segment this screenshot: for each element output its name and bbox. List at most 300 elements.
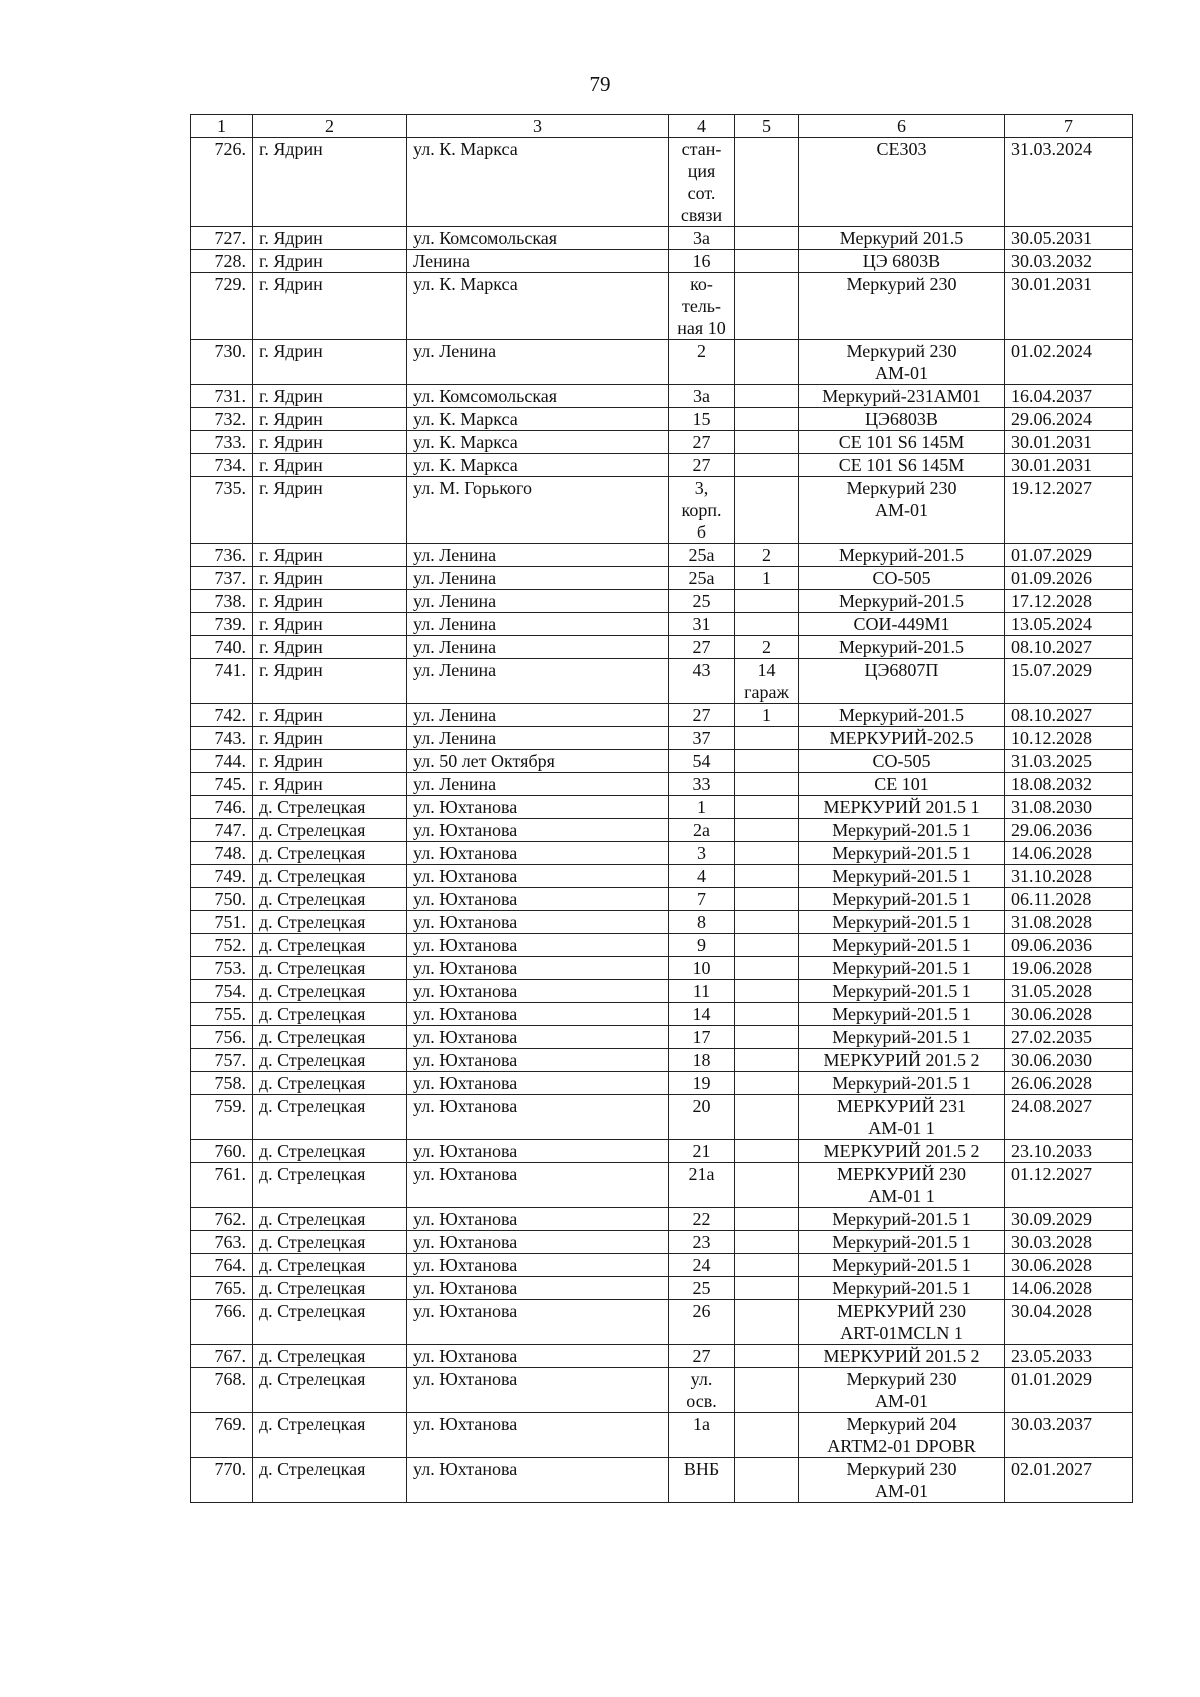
street: ул. Комсомольская [407, 385, 669, 408]
settlement: д. Стрелецкая [253, 1231, 407, 1254]
table-row [191, 431, 1133, 454]
settlement: д. Стрелецкая [253, 1208, 407, 1231]
row-number: 760. [191, 1140, 253, 1163]
row-number: 763. [191, 1231, 253, 1254]
apartment [735, 227, 799, 250]
header-row [191, 115, 1133, 138]
settlement: д. Стрелецкая [253, 1254, 407, 1277]
verification-date: 23.10.2033 [1005, 1140, 1133, 1163]
house-number: 21а [669, 1163, 735, 1208]
table-row [191, 408, 1133, 431]
settlement: г. Ядрин [253, 750, 407, 773]
table-row [191, 1254, 1133, 1277]
meter-model: МЕРКУРИЙ 201.5 2 [799, 1345, 1005, 1368]
table-row [191, 1368, 1133, 1413]
house-number: 23 [669, 1231, 735, 1254]
verification-date: 15.07.2029 [1005, 659, 1133, 704]
row-number: 770. [191, 1458, 253, 1503]
meter-model: Меркурий-201.5 1 [799, 1208, 1005, 1231]
meter-model: Меркурий-201.5 1 [799, 888, 1005, 911]
apartment: 14 гараж [735, 659, 799, 704]
verification-date: 01.02.2024 [1005, 340, 1133, 385]
table-row [191, 957, 1133, 980]
street: ул. Юхтанова [407, 934, 669, 957]
verification-date: 31.05.2028 [1005, 980, 1133, 1003]
street: ул. Ленина [407, 613, 669, 636]
verification-date: 16.04.2037 [1005, 385, 1133, 408]
meter-model: СО-505 [799, 567, 1005, 590]
settlement: г. Ядрин [253, 250, 407, 273]
verification-date: 01.12.2027 [1005, 1163, 1133, 1208]
meter-model: МЕРКУРИЙ 230 АМ-01 1 [799, 1163, 1005, 1208]
house-number: 54 [669, 750, 735, 773]
apartment [735, 454, 799, 477]
verification-date: 30.01.2031 [1005, 273, 1133, 340]
table-row [191, 1413, 1133, 1458]
verification-date: 01.07.2029 [1005, 544, 1133, 567]
settlement: г. Ядрин [253, 340, 407, 385]
table-row [191, 934, 1133, 957]
row-number: 759. [191, 1095, 253, 1140]
street: ул. Юхтанова [407, 842, 669, 865]
meter-model: МЕРКУРИЙ 231 АМ-01 1 [799, 1095, 1005, 1140]
apartment [735, 842, 799, 865]
settlement: г. Ядрин [253, 590, 407, 613]
apartment [735, 1368, 799, 1413]
settlement: г. Ядрин [253, 704, 407, 727]
apartment [735, 1095, 799, 1140]
table-row [191, 250, 1133, 273]
settlement: г. Ядрин [253, 636, 407, 659]
meter-model: Меркурий-201.5 1 [799, 1277, 1005, 1300]
table-row [191, 477, 1133, 544]
house-number: 37 [669, 727, 735, 750]
verification-date: 30.06.2028 [1005, 1254, 1133, 1277]
row-number: 747. [191, 819, 253, 842]
street: Ленина [407, 250, 669, 273]
meter-registry-table [190, 114, 1133, 1503]
table-row [191, 980, 1133, 1003]
table-row [191, 273, 1133, 340]
table-row [191, 385, 1133, 408]
apartment [735, 340, 799, 385]
row-number: 758. [191, 1072, 253, 1095]
table-row [191, 1140, 1133, 1163]
street: ул. Ленина [407, 727, 669, 750]
settlement: г. Ядрин [253, 431, 407, 454]
settlement: д. Стрелецкая [253, 1003, 407, 1026]
house-number: 18 [669, 1049, 735, 1072]
street: ул. Юхтанова [407, 1277, 669, 1300]
row-number: 731. [191, 385, 253, 408]
meter-model: Меркурий-201.5 [799, 636, 1005, 659]
house-number: 22 [669, 1208, 735, 1231]
row-number: 735. [191, 477, 253, 544]
apartment [735, 1413, 799, 1458]
verification-date: 14.06.2028 [1005, 842, 1133, 865]
row-number: 751. [191, 911, 253, 934]
column-header: 2 [253, 115, 407, 138]
row-number: 730. [191, 340, 253, 385]
street: ул. Ленина [407, 659, 669, 704]
apartment [735, 1026, 799, 1049]
verification-date: 19.06.2028 [1005, 957, 1133, 980]
house-number: 1а [669, 1413, 735, 1458]
house-number: 2 [669, 340, 735, 385]
house-number: 7 [669, 888, 735, 911]
apartment [735, 431, 799, 454]
meter-model: Меркурий 230 АМ-01 [799, 340, 1005, 385]
column-header: 7 [1005, 115, 1133, 138]
table-row [191, 227, 1133, 250]
house-number: 3, корп. б [669, 477, 735, 544]
settlement: д. Стрелецкая [253, 819, 407, 842]
meter-model: СЕ303 [799, 138, 1005, 227]
house-number: 3 [669, 842, 735, 865]
apartment [735, 1049, 799, 1072]
house-number: 9 [669, 934, 735, 957]
house-number: 31 [669, 613, 735, 636]
apartment [735, 1458, 799, 1503]
verification-date: 29.06.2024 [1005, 408, 1133, 431]
settlement: д. Стрелецкая [253, 1458, 407, 1503]
street: ул. Юхтанова [407, 1231, 669, 1254]
apartment [735, 1254, 799, 1277]
meter-model: Меркурий-201.5 [799, 704, 1005, 727]
house-number: стан- ция сот. связи [669, 138, 735, 227]
house-number: 17 [669, 1026, 735, 1049]
verification-date: 06.11.2028 [1005, 888, 1133, 911]
street: ул. Юхтанова [407, 1345, 669, 1368]
settlement: д. Стрелецкая [253, 1072, 407, 1095]
verification-date: 31.08.2028 [1005, 911, 1133, 934]
street: ул. К. Маркса [407, 431, 669, 454]
meter-model: Меркурий 230 [799, 273, 1005, 340]
verification-date: 30.09.2029 [1005, 1208, 1133, 1231]
verification-date: 17.12.2028 [1005, 590, 1133, 613]
row-number: 740. [191, 636, 253, 659]
meter-model: Меркурий 204 ARTM2-01 DPOBR [799, 1413, 1005, 1458]
verification-date: 30.06.2028 [1005, 1003, 1133, 1026]
table-row [191, 1300, 1133, 1345]
house-number: 27 [669, 454, 735, 477]
apartment [735, 1072, 799, 1095]
settlement: д. Стрелецкая [253, 1368, 407, 1413]
house-number: 27 [669, 431, 735, 454]
table-row [191, 1049, 1133, 1072]
settlement: г. Ядрин [253, 477, 407, 544]
row-number: 743. [191, 727, 253, 750]
street: ул. Ленина [407, 704, 669, 727]
apartment [735, 1277, 799, 1300]
table-row [191, 1208, 1133, 1231]
meter-model: СЕ 101 S6 145М [799, 431, 1005, 454]
column-header: 5 [735, 115, 799, 138]
table-row [191, 1458, 1133, 1503]
street: ул. Юхтанова [407, 1140, 669, 1163]
table-row [191, 138, 1133, 227]
apartment [735, 888, 799, 911]
meter-model: Меркурий-201.5 1 [799, 1231, 1005, 1254]
apartment: 1 [735, 567, 799, 590]
settlement: д. Стрелецкая [253, 1095, 407, 1140]
page-number: 79 [589, 72, 611, 96]
apartment [735, 727, 799, 750]
table-row [191, 796, 1133, 819]
table-row [191, 636, 1133, 659]
row-number: 761. [191, 1163, 253, 1208]
verification-date: 31.03.2024 [1005, 138, 1133, 227]
street: ул. Ленина [407, 544, 669, 567]
house-number: 24 [669, 1254, 735, 1277]
house-number: 15 [669, 408, 735, 431]
house-number: 27 [669, 1345, 735, 1368]
apartment [735, 138, 799, 227]
table-row [191, 544, 1133, 567]
row-number: 734. [191, 454, 253, 477]
house-number: 20 [669, 1095, 735, 1140]
row-number: 765. [191, 1277, 253, 1300]
row-number: 762. [191, 1208, 253, 1231]
settlement: д. Стрелецкая [253, 911, 407, 934]
meter-model: Меркурий-201.5 1 [799, 980, 1005, 1003]
settlement: д. Стрелецкая [253, 842, 407, 865]
street: ул. Юхтанова [407, 796, 669, 819]
settlement: д. Стрелецкая [253, 1345, 407, 1368]
house-number: 10 [669, 957, 735, 980]
house-number: 25 [669, 1277, 735, 1300]
row-number: 736. [191, 544, 253, 567]
meter-model: Меркурий-201.5 1 [799, 819, 1005, 842]
settlement: д. Стрелецкая [253, 1277, 407, 1300]
house-number: 25а [669, 544, 735, 567]
meter-model: Меркурий-201.5 1 [799, 1254, 1005, 1277]
meter-model: Меркурий-201.5 1 [799, 1003, 1005, 1026]
apartment [735, 1163, 799, 1208]
street: ул. К. Маркса [407, 454, 669, 477]
street: ул. Юхтанова [407, 1072, 669, 1095]
street: ул. Юхтанова [407, 1300, 669, 1345]
house-number: 27 [669, 704, 735, 727]
settlement: д. Стрелецкая [253, 796, 407, 819]
row-number: 729. [191, 273, 253, 340]
verification-date: 08.10.2027 [1005, 636, 1133, 659]
apartment [735, 934, 799, 957]
house-number: 25а [669, 567, 735, 590]
settlement: д. Стрелецкая [253, 888, 407, 911]
table-row [191, 1277, 1133, 1300]
settlement: г. Ядрин [253, 273, 407, 340]
verification-date: 30.01.2031 [1005, 454, 1133, 477]
row-number: 738. [191, 590, 253, 613]
meter-model: МЕРКУРИЙ 201.5 1 [799, 796, 1005, 819]
house-number: 25 [669, 590, 735, 613]
apartment [735, 1300, 799, 1345]
row-number: 737. [191, 567, 253, 590]
house-number: 14 [669, 1003, 735, 1026]
row-number: 744. [191, 750, 253, 773]
column-header: 3 [407, 115, 669, 138]
table-row [191, 1231, 1133, 1254]
street: ул. Юхтанова [407, 1049, 669, 1072]
row-number: 755. [191, 1003, 253, 1026]
table-row [191, 659, 1133, 704]
settlement: г. Ядрин [253, 727, 407, 750]
table-row [191, 704, 1133, 727]
street: ул. Юхтанова [407, 1413, 669, 1458]
verification-date: 18.08.2032 [1005, 773, 1133, 796]
verification-date: 31.10.2028 [1005, 865, 1133, 888]
table-row [191, 454, 1133, 477]
street: ул. Юхтанова [407, 865, 669, 888]
apartment [735, 1345, 799, 1368]
street: ул. Юхтанова [407, 1458, 669, 1503]
table-body [191, 138, 1133, 1503]
apartment [735, 590, 799, 613]
meter-model: СОИ-449М1 [799, 613, 1005, 636]
settlement: д. Стрелецкая [253, 1049, 407, 1072]
street: ул. Юхтанова [407, 1003, 669, 1026]
table-row [191, 1072, 1133, 1095]
settlement: д. Стрелецкая [253, 865, 407, 888]
verification-date: 23.05.2033 [1005, 1345, 1133, 1368]
verification-date: 30.03.2037 [1005, 1413, 1133, 1458]
row-number: 728. [191, 250, 253, 273]
house-number: 26 [669, 1300, 735, 1345]
verification-date: 31.08.2030 [1005, 796, 1133, 819]
apartment [735, 957, 799, 980]
row-number: 769. [191, 1413, 253, 1458]
table-row [191, 590, 1133, 613]
table-row [191, 1003, 1133, 1026]
apartment [735, 477, 799, 544]
meter-model: Меркурий-201.5 1 [799, 842, 1005, 865]
table-row [191, 1345, 1133, 1368]
street: ул. Юхтанова [407, 1254, 669, 1277]
meter-model: ЦЭ 6803В [799, 250, 1005, 273]
table-row [191, 773, 1133, 796]
apartment [735, 250, 799, 273]
house-number: 19 [669, 1072, 735, 1095]
column-header: 6 [799, 115, 1005, 138]
street: ул. Ленина [407, 773, 669, 796]
verification-date: 29.06.2036 [1005, 819, 1133, 842]
verification-date: 30.04.2028 [1005, 1300, 1133, 1345]
house-number: 8 [669, 911, 735, 934]
row-number: 732. [191, 408, 253, 431]
street: ул. Юхтанова [407, 911, 669, 934]
table-row [191, 1026, 1133, 1049]
meter-model: Меркурий-201.5 [799, 544, 1005, 567]
verification-date: 01.09.2026 [1005, 567, 1133, 590]
street: ул. Юхтанова [407, 957, 669, 980]
settlement: г. Ядрин [253, 544, 407, 567]
settlement: д. Стрелецкая [253, 957, 407, 980]
meter-model: Меркурий-201.5 1 [799, 911, 1005, 934]
street: ул. Юхтанова [407, 980, 669, 1003]
table-row [191, 613, 1133, 636]
row-number: 753. [191, 957, 253, 980]
house-number: 3а [669, 385, 735, 408]
apartment [735, 1231, 799, 1254]
row-number: 756. [191, 1026, 253, 1049]
row-number: 764. [191, 1254, 253, 1277]
apartment: 2 [735, 544, 799, 567]
apartment [735, 750, 799, 773]
table-row [191, 1163, 1133, 1208]
apartment [735, 819, 799, 842]
meter-model: ЦЭ6807П [799, 659, 1005, 704]
table-row [191, 340, 1133, 385]
verification-date: 30.05.2031 [1005, 227, 1133, 250]
house-number: 1 [669, 796, 735, 819]
apartment [735, 911, 799, 934]
table-row [191, 750, 1133, 773]
row-number: 741. [191, 659, 253, 704]
apartment [735, 273, 799, 340]
house-number: 43 [669, 659, 735, 704]
settlement: г. Ядрин [253, 659, 407, 704]
house-number: 16 [669, 250, 735, 273]
house-number: 11 [669, 980, 735, 1003]
street: ул. К. Маркса [407, 273, 669, 340]
settlement: г. Ядрин [253, 613, 407, 636]
street: ул. Ленина [407, 590, 669, 613]
meter-model: МЕРКУРИЙ 201.5 2 [799, 1140, 1005, 1163]
house-number: 2а [669, 819, 735, 842]
table-row [191, 911, 1133, 934]
row-number: 726. [191, 138, 253, 227]
row-number: 746. [191, 796, 253, 819]
row-number: 752. [191, 934, 253, 957]
settlement: г. Ядрин [253, 385, 407, 408]
table-row [191, 567, 1133, 590]
house-number: 21 [669, 1140, 735, 1163]
verification-date: 27.02.2035 [1005, 1026, 1133, 1049]
meter-model: МЕРКУРИЙ 201.5 2 [799, 1049, 1005, 1072]
settlement: г. Ядрин [253, 408, 407, 431]
street: ул. К. Маркса [407, 138, 669, 227]
verification-date: 24.08.2027 [1005, 1095, 1133, 1140]
house-number: 4 [669, 865, 735, 888]
meter-model: СО-505 [799, 750, 1005, 773]
settlement: д. Стрелецкая [253, 1163, 407, 1208]
street: ул. Юхтанова [407, 888, 669, 911]
table-row [191, 819, 1133, 842]
row-number: 749. [191, 865, 253, 888]
apartment: 2 [735, 636, 799, 659]
house-number: 27 [669, 636, 735, 659]
street: ул. Ленина [407, 340, 669, 385]
verification-date: 19.12.2027 [1005, 477, 1133, 544]
settlement: г. Ядрин [253, 454, 407, 477]
street: ул. Комсомольская [407, 227, 669, 250]
verification-date: 13.05.2024 [1005, 613, 1133, 636]
verification-date: 02.01.2027 [1005, 1458, 1133, 1503]
apartment: 1 [735, 704, 799, 727]
row-number: 754. [191, 980, 253, 1003]
street: ул. Юхтанова [407, 1095, 669, 1140]
meter-model: Меркурий 230 АМ-01 [799, 1458, 1005, 1503]
street: ул. Ленина [407, 636, 669, 659]
verification-date: 26.06.2028 [1005, 1072, 1133, 1095]
meter-model: Меркурий-201.5 1 [799, 1072, 1005, 1095]
house-number: 33 [669, 773, 735, 796]
settlement: г. Ядрин [253, 138, 407, 227]
meter-model: СЕ 101 S6 145М [799, 454, 1005, 477]
verification-date: 09.06.2036 [1005, 934, 1133, 957]
verification-date: 10.12.2028 [1005, 727, 1133, 750]
